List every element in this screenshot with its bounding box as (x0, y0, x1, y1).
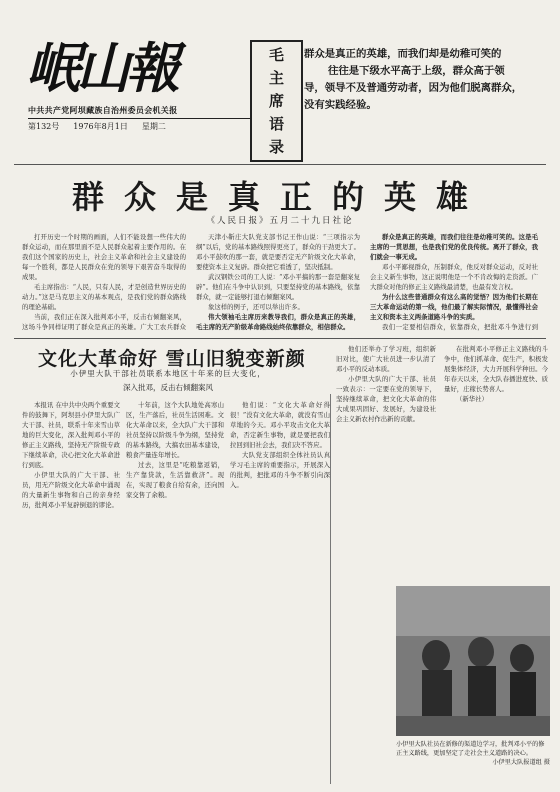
paragraph: 天津小靳庄大队党支部书记王作山说：“三项指示为纲”以后，党的基本路线照得更亮了，群众的干劲更大了。邓小平鼓吹的那一套，就是要否定无产阶级文化大革命，要使资本主义复辟。群众把它看透了，坚决抵制。 (196, 233, 360, 271)
paragraph: 当前，我们正在深入批判邓小平，反击右倾翻案风，这场斗争同样证明了群众是真正的英雄。广大工农兵群众 (22, 313, 186, 331)
paragraph: 邓小平鄙视群众，压制群众，他反对群众运动，反对社会主义新生事物，这正说明他是一个不肯改悔的走资派。广大群众对他的修正主义路线最清楚，也最有发言权。 (370, 263, 538, 291)
main-headline: 群众是真正的英雄 (71, 178, 488, 216)
paragraph: 过去，这里是“吃粮靠返销，生产靠贷款，生活靠救济”。现在，实现了粮食自给有余，还向国家交售了余粮。 (126, 461, 224, 499)
paragraph: 小伊里大队的广大干部、社员一致表示：一定要在党的领导下，坚持继续革命，把文化大革命的伟大成果巩固好、发展好，为建设社会主义新农村作出新的贡献。 (336, 375, 436, 423)
quotation-label-char: 主 (268, 69, 284, 87)
paragraph: 大队党支部组织全体社员认真学习毛主席的重要指示，开展深入的批判，把批邓的斗争不断引向深入。 (230, 451, 330, 489)
newspaper-logo: 岷山報 (26, 36, 176, 100)
second-subtitle: 小伊里大队干部社员联系本地区十年来的巨大变化， (70, 369, 266, 378)
paragraph: 打开历史一个时期的画面，人们不能设想一些伟大的群众运动，而在那里面不是人民群众起着主要作用的。在我们这个国家的历史上，社会主义革命和社会主义建设的每一个胜利，都是人民群众在党的领导下艰苦奋斗取得的成果。 (22, 233, 186, 281)
photo-caption (396, 740, 550, 767)
second-article-column-2 (126, 400, 224, 785)
paragraph: 毛主席指出：“人民，只有人民，才是创造世界历史的动力。”这是马克思主义的基本观点，是我们党的群众路线的理论基础。 (22, 283, 186, 311)
second-article-column-5 (444, 344, 548, 584)
issue-info (28, 118, 260, 132)
paragraph: 为什么这些普通群众有这么高的觉悟？因为他们长期在三大革命运动的第一线，他们最了解实际情况，最懂得社会主义和资本主义两条道路斗争的实质。 (370, 293, 538, 321)
quotation-line: 往往是下级水平高于上级，群众高于领导，领导不及普通劳动者，因为他们脱离群众，没有实践经验。 (304, 65, 523, 111)
quotation-text (304, 46, 524, 114)
paragraph: 本报讯 在中共中央两个重要文件的鼓舞下，阿坝县小伊里大队广大干部、社员，联系十年来雪山草地的巨大变化，深入批判邓小平的修正主义路线，坚持无产阶级专政下继续革命，决心把文化大革命进行到底。 (22, 401, 120, 469)
quotation-line: 群众是真正的英雄，而我们却是幼稚可笑的 (304, 48, 502, 60)
paragraph: 十年前，这个大队地处高寒山区，生产落后，社员生活困难。文化大革命以来，全大队广大干部和社员坚持以阶级斗争为纲，坚持党的基本路线，大搞农田基本建设，粮食产量连年增长。 (126, 401, 224, 459)
paragraph: 群众是真正的英雄，而我们往往是幼稚可笑的。这是毛主席的一贯思想，也是我们党的优良传统。离开了群众，我们就会一事无成。 (370, 233, 538, 261)
photo-credit: 小伊里大队报道组 摄 (492, 759, 550, 766)
paragraph: 他们说：“文化大革命好得很！”没有文化大革命，就没有雪山草地的今天。邓小平攻击文化大革命，否定新生事物，就是要把我们拉回到旧社会去，我们决不答应。 (230, 401, 330, 449)
quotation-label-char: 席 (268, 92, 284, 110)
quotation-label-char: 毛 (268, 46, 284, 64)
second-article-column-4 (336, 344, 436, 584)
divider (14, 338, 546, 339)
main-byline: 《人民日报》五月二十九日社论 (206, 216, 354, 226)
main-article-column-1 (22, 232, 186, 332)
quotation-label-char: 语 (268, 115, 284, 133)
paragraph: 在批判邓小平修正主义路线的斗争中，他们抓革命、促生产，积极发展集体经济，大力开展科学种田。今年春天以来，全大队春播进度快、质量好，庄稼长势喜人。 (444, 345, 548, 393)
paragraph: 他们还举办了学习班，组织新旧对比，使广大社员进一步认清了邓小平的反动本质。 (336, 345, 436, 373)
quotation-label-char: 录 (268, 138, 284, 156)
publisher-line: 中共共产党阿坝藏族自治州委员会机关报 (28, 105, 178, 115)
paragraph: 伟大领袖毛主席历来教导我们，群众是真正的英雄，毛主席的无产阶级革命路线始终依靠群众，相信群众。 (196, 313, 360, 331)
paragraph: 小伊里大队的广大干部、社员，用无产阶级文化大革命中涌现的大量新生事物和自己的亲身经历，批判邓小平复辟倒退的谬论。 (22, 471, 120, 509)
second-subtitle-2: 深入批邓，反击右倾翻案风 (123, 383, 213, 392)
issue-date: 1976年8月1日 (73, 122, 128, 131)
issue-weekday: 星期二 (141, 122, 166, 131)
paragraph: （新华社） (456, 395, 488, 403)
second-article-column-3 (230, 400, 330, 785)
news-photo (396, 586, 550, 736)
issue-number: 第132号 (28, 122, 60, 131)
second-headline: 文化大革命好 雪山旧貌变新颜 (38, 348, 306, 370)
quotation-label-box (250, 40, 303, 162)
main-article-column-2 (196, 232, 360, 332)
divider (14, 164, 546, 165)
paragraph: 我们一定要相信群众，依靠群众，把批邓斗争进行到 (382, 323, 538, 331)
column-divider (330, 394, 331, 784)
photo-illustration (396, 586, 550, 736)
paragraph: 武汉钢铁公司的工人说：“邓小平搞的那一套是翻案复辟”。他们在斗争中认识到，只要坚持党的基本路线，依靠群众，就一定能够打退右倾翻案风。 (196, 273, 360, 301)
main-article-column-3 (370, 232, 538, 332)
second-article-column-1 (22, 400, 120, 785)
paragraph: 象这样的例子，还可以举出许多。 (208, 303, 304, 311)
photo-caption-text: 小伊里大队社员在新修的渠道边学习，批判邓小平的修正主义路线，更加坚定了走社会主义道路的决心。 (396, 741, 545, 757)
